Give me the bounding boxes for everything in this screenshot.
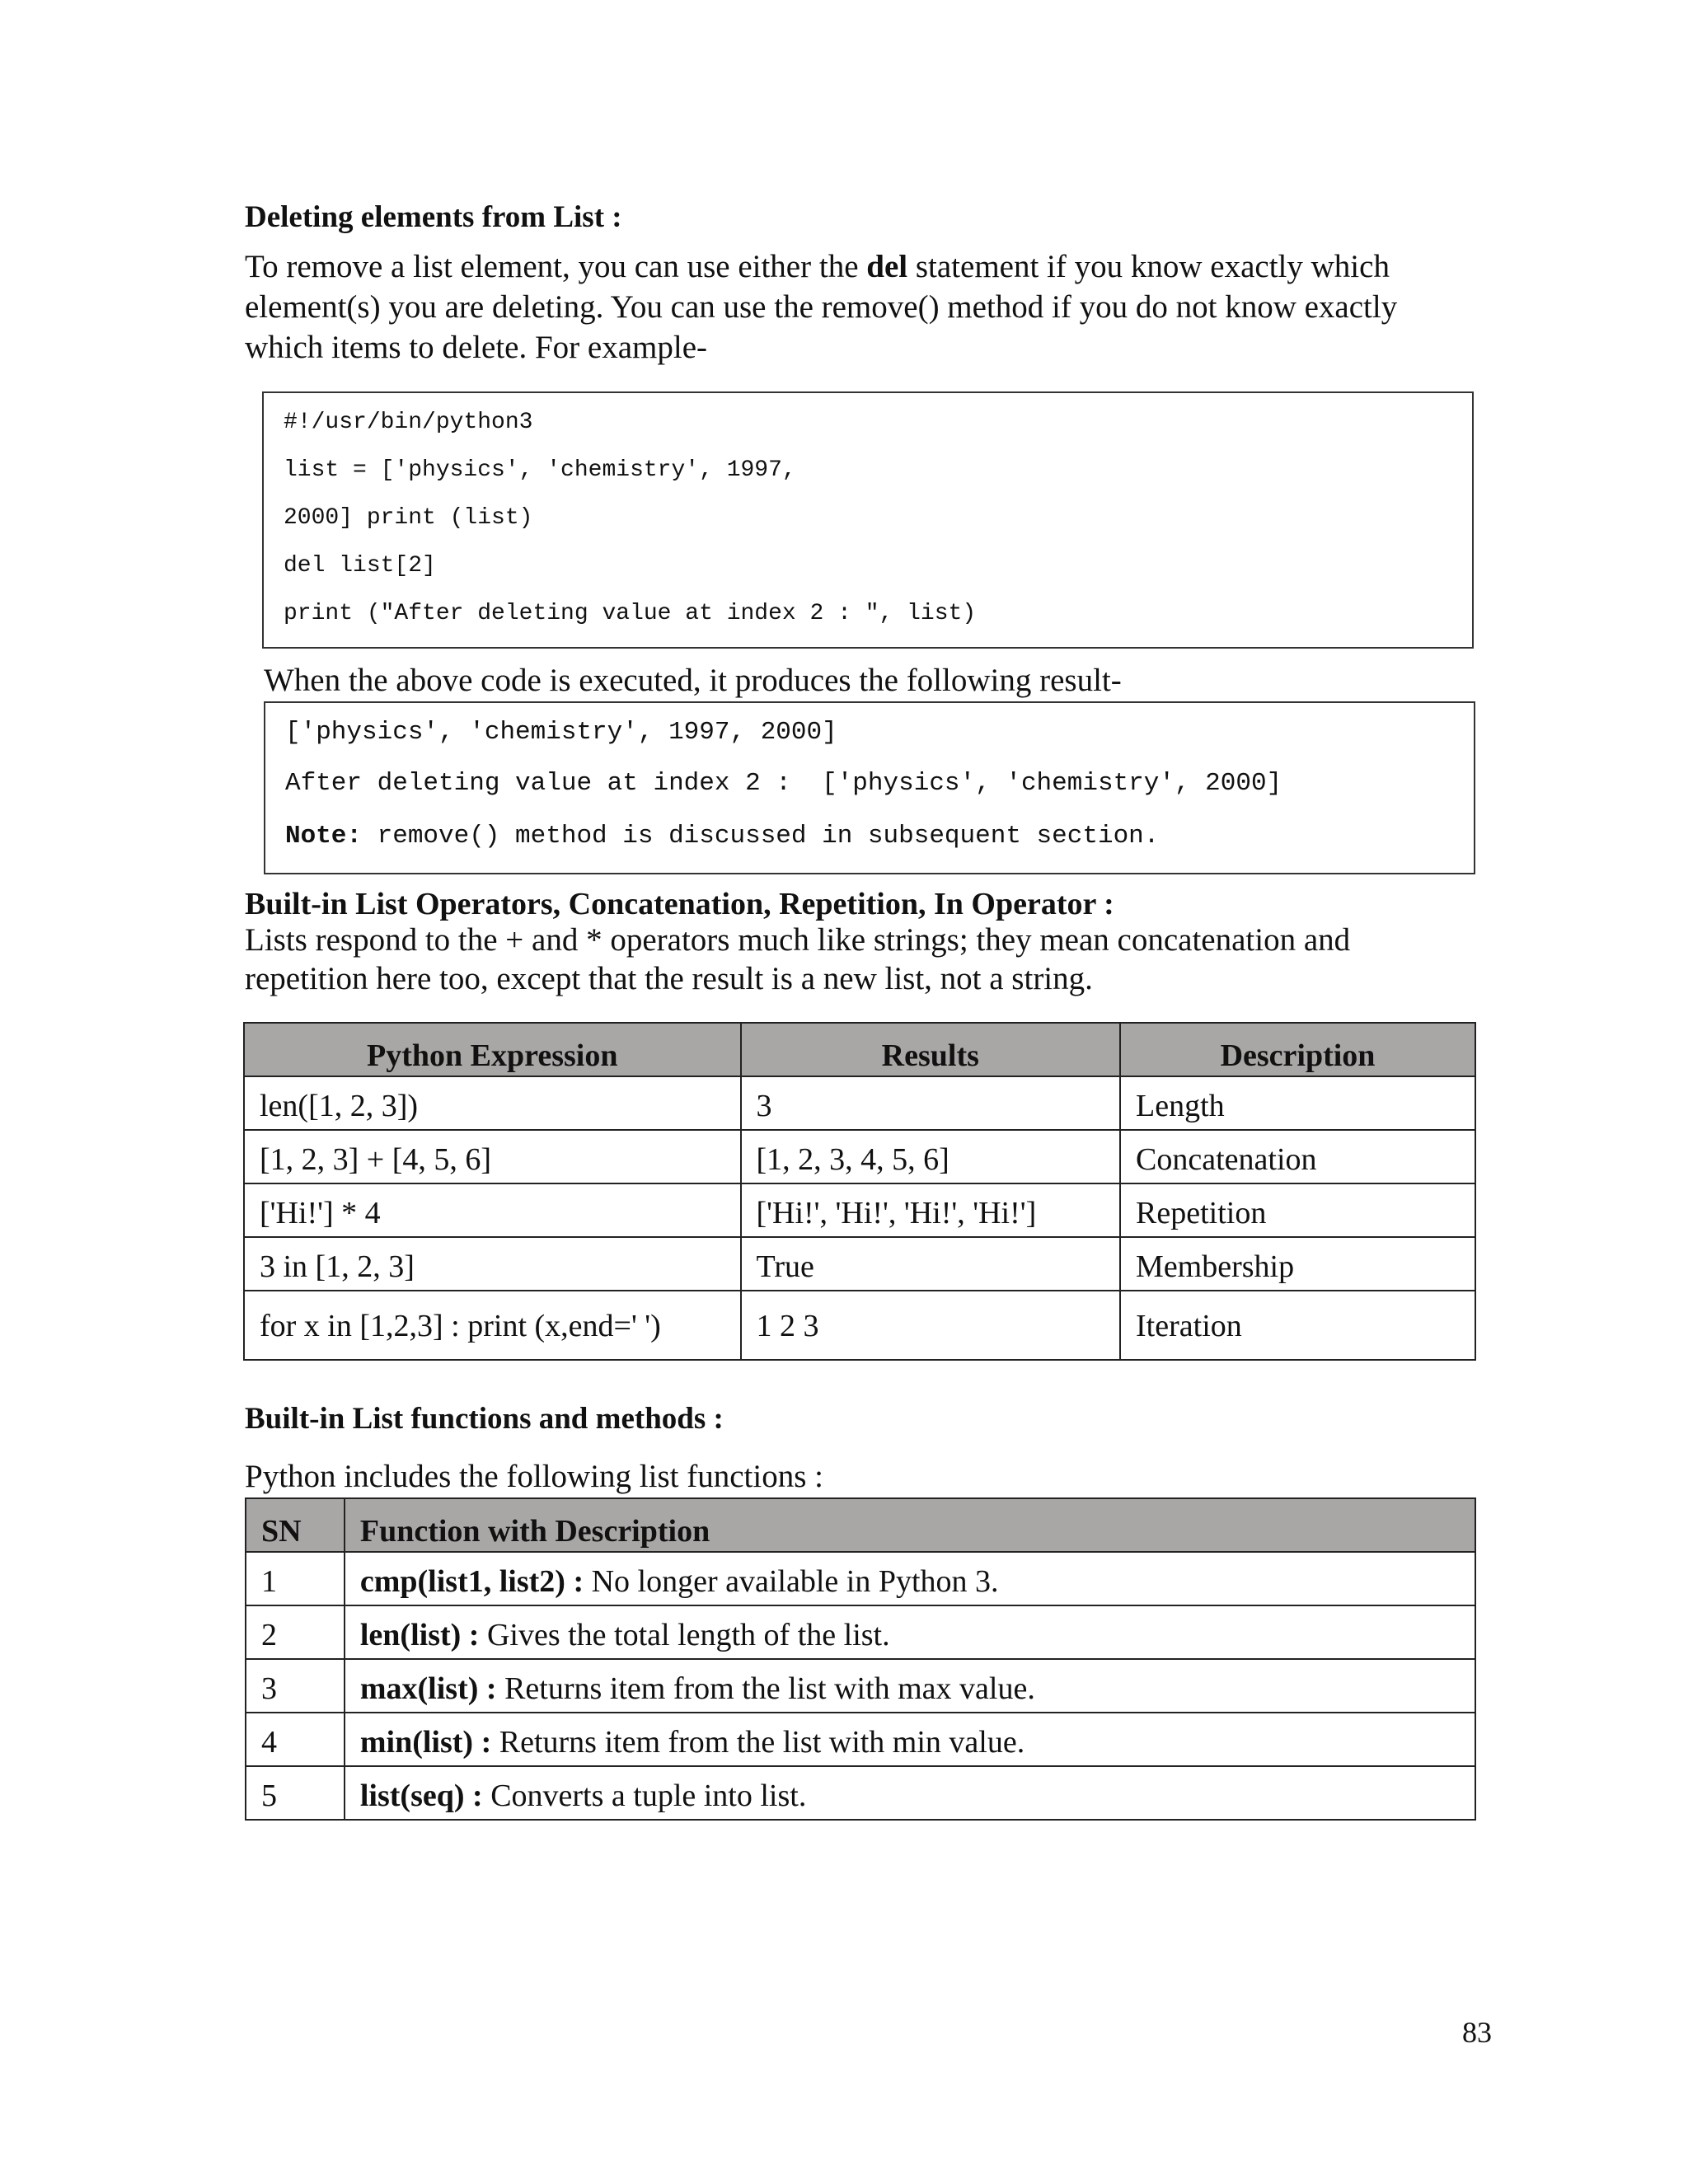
section-heading-operators: Built-in List Operators, Concatenation, Repetition, In Operator : [245,887,1114,921]
function-name: min(list) : [359,1725,492,1760]
table-cell: 3 [741,1076,1121,1130]
column-header: Results [741,1023,1121,1076]
note-line [285,822,1159,851]
function-name: len(list) : [359,1618,480,1652]
code-line: list = ['physics', 'chemistry', 1997, [284,457,796,483]
intro-line-2: element(s) you are deleting. You can use the remove() method if you do not know exactly [245,289,1398,325]
section-heading-deleting: Deleting elements from List : [245,200,622,234]
code-line: #!/usr/bin/python3 [284,410,533,435]
table-cell: [1, 2, 3] + [4, 5, 6] [244,1130,741,1183]
column-header: Description [1120,1023,1475,1076]
table-row [246,1766,1475,1820]
table-header-row [244,1023,1475,1076]
table-cell-sn: 4 [246,1713,345,1766]
table-row [246,1659,1475,1713]
table-cell: 1 2 3 [741,1291,1121,1360]
note-text: remove() method is discussed in subsequent section. [362,822,1160,851]
operators-line-1: Lists respond to the + and * operators much like strings; they mean concatenation and [245,922,1351,958]
table-cell: len([1, 2, 3]) [244,1076,741,1130]
functions-table [245,1497,1476,1821]
table-row [244,1076,1475,1130]
table-cell: Membership [1120,1237,1475,1291]
table-row [244,1130,1475,1183]
table-header-row [246,1498,1475,1552]
table-row [246,1713,1475,1766]
table-cell: ['Hi!', 'Hi!', 'Hi!', 'Hi!'] [741,1183,1121,1237]
table-cell-function [345,1713,1475,1766]
table-row [246,1552,1475,1605]
table-cell: Length [1120,1076,1475,1130]
table-cell: 3 in [1, 2, 3] [244,1237,741,1291]
code-line: del list[2] [284,553,436,579]
code-example-box [262,391,1474,649]
table-cell: Iteration [1120,1291,1475,1360]
intro-line-1: To remove a list element, you can use either the del statement if you know exactly which [245,249,1390,284]
table-cell-function [345,1766,1475,1820]
column-header: SN [246,1498,345,1552]
operators-line-2: repetition here too, except that the result is a new list, not a string. [245,961,1093,996]
page-number: 83 [1462,2016,1492,2049]
functions-intro-text: Python includes the following list functions : [245,1459,823,1494]
column-header: Python Expression [244,1023,741,1076]
function-description: Returns item from the list with max value. [496,1671,1035,1706]
code-line: 2000] print (list) [284,505,533,531]
table-cell-function [345,1605,1475,1659]
del-keyword: del [866,249,908,284]
table-cell: Repetition [1120,1183,1475,1237]
function-description: Converts a tuple into list. [482,1779,807,1813]
table-row [244,1183,1475,1237]
function-description: No longer available in Python 3. [584,1564,999,1599]
table-cell-function [345,1552,1475,1605]
function-name: max(list) : [359,1671,497,1706]
output-line: ['physics', 'chemistry', 1997, 2000] [285,718,837,747]
table-cell-sn: 3 [246,1659,345,1713]
output-example-box [264,701,1475,874]
function-name: list(seq) : [359,1779,483,1813]
table-cell: Concatenation [1120,1130,1475,1183]
table-cell-sn: 5 [246,1766,345,1820]
table-cell: for x in [1,2,3] : print (x,end=' ') [244,1291,741,1360]
table-row [246,1605,1475,1659]
note-label: Note: [285,822,363,851]
intro-line-3: which items to delete. For example- [245,330,708,365]
operators-intro-paragraph [245,921,1350,998]
operators-table [243,1022,1476,1361]
deleting-intro-paragraph [245,246,1456,368]
table-cell: ['Hi!'] * 4 [244,1183,741,1237]
table-cell: True [741,1237,1121,1291]
table-cell-function [345,1659,1475,1713]
function-name: cmp(list1, list2) : [359,1564,584,1599]
code-line: print ("After deleting value at index 2 : ", list) [284,601,977,626]
column-header: Function with Description [345,1498,1475,1552]
function-description: Returns item from the list with min value. [491,1725,1025,1760]
table-cell-sn: 1 [246,1552,345,1605]
table-row [244,1237,1475,1291]
table-cell: [1, 2, 3, 4, 5, 6] [741,1130,1121,1183]
table-cell-sn: 2 [246,1605,345,1659]
result-intro-text: When the above code is executed, it produces the following result- [264,663,1122,698]
output-line: After deleting value at index 2 : ['physics', 'chemistry', 2000] [285,769,1282,798]
function-description: Gives the total length of the list. [479,1618,890,1652]
table-row [244,1291,1475,1360]
section-heading-functions: Built-in List functions and methods : [245,1402,724,1436]
